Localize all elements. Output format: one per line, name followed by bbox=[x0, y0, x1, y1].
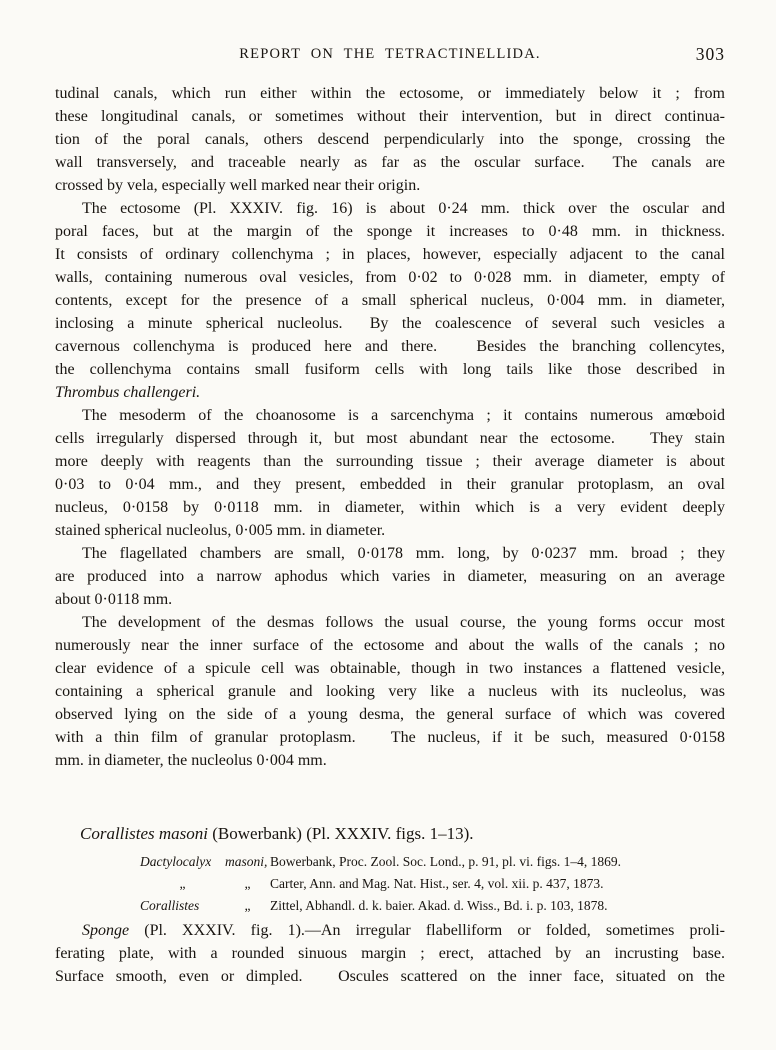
paragraph-ectosome bbox=[55, 197, 725, 404]
text-line: tion of the poral canals, others descend perpendicularly into the sponge, crossing the bbox=[55, 131, 725, 148]
text-line: 0·03 to 0·04 mm., and they present, embedded in their granular protoplasm, an oval bbox=[55, 476, 725, 493]
running-title: REPORT ON THE TETRACTINELLIDA. bbox=[239, 46, 541, 62]
species-ditto-mark: „ bbox=[244, 876, 251, 891]
text-line: tudinal canals, which run either within the ectosome, or immediately below it ; from bbox=[55, 85, 725, 102]
text-line: poral faces, but at the margin of the sponge it increases to 0·48 mm. in thickness. bbox=[55, 223, 725, 240]
text-line: stained spherical nucleolus, 0·005 mm. in diameter. bbox=[55, 522, 386, 539]
text-line: are produced into a narrow aphodus which varies in diameter, measuring on an average bbox=[55, 568, 725, 585]
text-line: containing a spherical granule and looking very like a nucleus with its nucleolus, was bbox=[55, 683, 725, 700]
main-text-block bbox=[55, 82, 725, 772]
page-header bbox=[55, 45, 725, 65]
synonymy-row bbox=[140, 851, 725, 873]
species-cell: masoni, bbox=[225, 854, 268, 869]
text-line: about 0·0118 mm. bbox=[55, 591, 173, 608]
sponge-lead-word: Sponge bbox=[82, 922, 130, 939]
text-line: wall transversely, and traceable nearly as far as the oscular surface. The canals are bbox=[55, 154, 725, 171]
synonymy-row bbox=[140, 873, 725, 895]
text-line: walls, containing numerous oval vesicles, from 0·02 to 0·028 mm. in diameter, empty of bbox=[55, 269, 725, 286]
paragraph-mesoderm bbox=[55, 404, 725, 542]
citation-cell: Bowerbank, Proc. Zool. Soc. Lond., p. 91, pl. vi. figs. 1–4, 1869. bbox=[270, 854, 621, 869]
text-line: clear evidence of a spicule cell was obtainable, though in two instances a flattened vesicle, bbox=[55, 660, 725, 677]
text-line: nucleus, 0·0158 by 0·0118 mm. in diameter, within which is a very evident deeply bbox=[55, 499, 725, 516]
species-heading-rest: (Bowerbank) (Pl. XXXIV. figs. 1–13). bbox=[208, 824, 474, 843]
text-line: the collenchyma contains small fusiform cells with long tails like those described in bbox=[55, 361, 725, 378]
text-line: contents, except for the presence of a small spherical nucleus, 0·004 mm. in diameter, bbox=[55, 292, 725, 309]
sponge-description-paragraph bbox=[55, 919, 725, 988]
text-line: with a thin film of granular protoplasm. The nucleus, if it be such, measured 0·0158 bbox=[55, 729, 725, 746]
synonymy-table bbox=[140, 851, 725, 917]
genus-cell: Dactylocalyx bbox=[140, 854, 212, 869]
text-line: ferating plate, with a rounded sinuous margin ; erect, attached by an incrusting base. bbox=[55, 945, 725, 962]
species-name: Corallistes masoni bbox=[80, 824, 208, 843]
text-line: mm. in diameter, the nucleolus 0·004 mm. bbox=[55, 752, 327, 769]
text-line: observed lying on the side of a young desma, the general surface of which was covered bbox=[55, 706, 725, 723]
page-number: 303 bbox=[695, 44, 725, 64]
species-heading bbox=[80, 822, 474, 846]
text-line: cavernous collenchyma is produced here and there. Besides the branching collencytes, bbox=[55, 338, 725, 355]
genus-ditto-mark: „ bbox=[179, 876, 186, 891]
genus-cell: Corallistes bbox=[140, 898, 200, 913]
text-line: cells irregularly dispersed through it, but most abundant near the ectosome. They stain bbox=[55, 430, 725, 447]
text-line: these longitudinal canals, or sometimes without their intervention, but in direct continua- bbox=[55, 108, 725, 125]
paragraph-flagellated-chambers bbox=[55, 542, 725, 611]
text-line: The flagellated chambers are small, 0·0178 mm. long, by 0·0237 mm. broad ; they bbox=[82, 545, 725, 562]
synonymy-row bbox=[140, 895, 725, 917]
text-line: The ectosome (Pl. XXXIV. fig. 16) is about 0·24 mm. thick over the oscular and bbox=[82, 200, 725, 217]
citation-cell: Carter, Ann. and Mag. Nat. Hist., ser. 4, vol. xii. p. 437, 1873. bbox=[270, 876, 604, 891]
text-line: inclosing a minute spherical nucleolus. By the coalescence of several such vesicles a bbox=[55, 315, 725, 332]
text-line-species-name: Thrombus challengeri. bbox=[55, 384, 201, 401]
species-ditto-mark: „ bbox=[244, 898, 251, 913]
paragraph-desmas bbox=[55, 611, 725, 772]
text-line: The development of the desmas follows the usual course, the young forms occur most bbox=[82, 614, 725, 631]
text-line: Surface smooth, even or dimpled. Oscules scattered on the inner face, situated on the bbox=[55, 968, 725, 985]
text-line: It consists of ordinary collenchyma ; in places, however, especially adjacent to the canal bbox=[55, 246, 725, 263]
text-line bbox=[55, 919, 725, 942]
text-line: numerously near the inner surface of the ectosome and about the walls of the canals ; no bbox=[55, 637, 725, 654]
text-line: crossed by vela, especially well marked near their origin. bbox=[55, 177, 421, 194]
sponge-line-rest: (Pl. XXXIV. fig. 1).—An irregular flabelliform or folded, sometimes proli- bbox=[129, 922, 725, 939]
text-line: more deeply with reagents than the surrounding tissue ; their average diameter is about bbox=[55, 453, 725, 470]
text-line: The mesoderm of the choanosome is a sarcenchyma ; it contains numerous amœboid bbox=[82, 407, 725, 424]
paragraph-continuation bbox=[55, 82, 725, 197]
citation-cell: Zittel, Abhandl. d. k. baier. Akad. d. Wiss., Bd. i. p. 103, 1878. bbox=[270, 898, 608, 913]
